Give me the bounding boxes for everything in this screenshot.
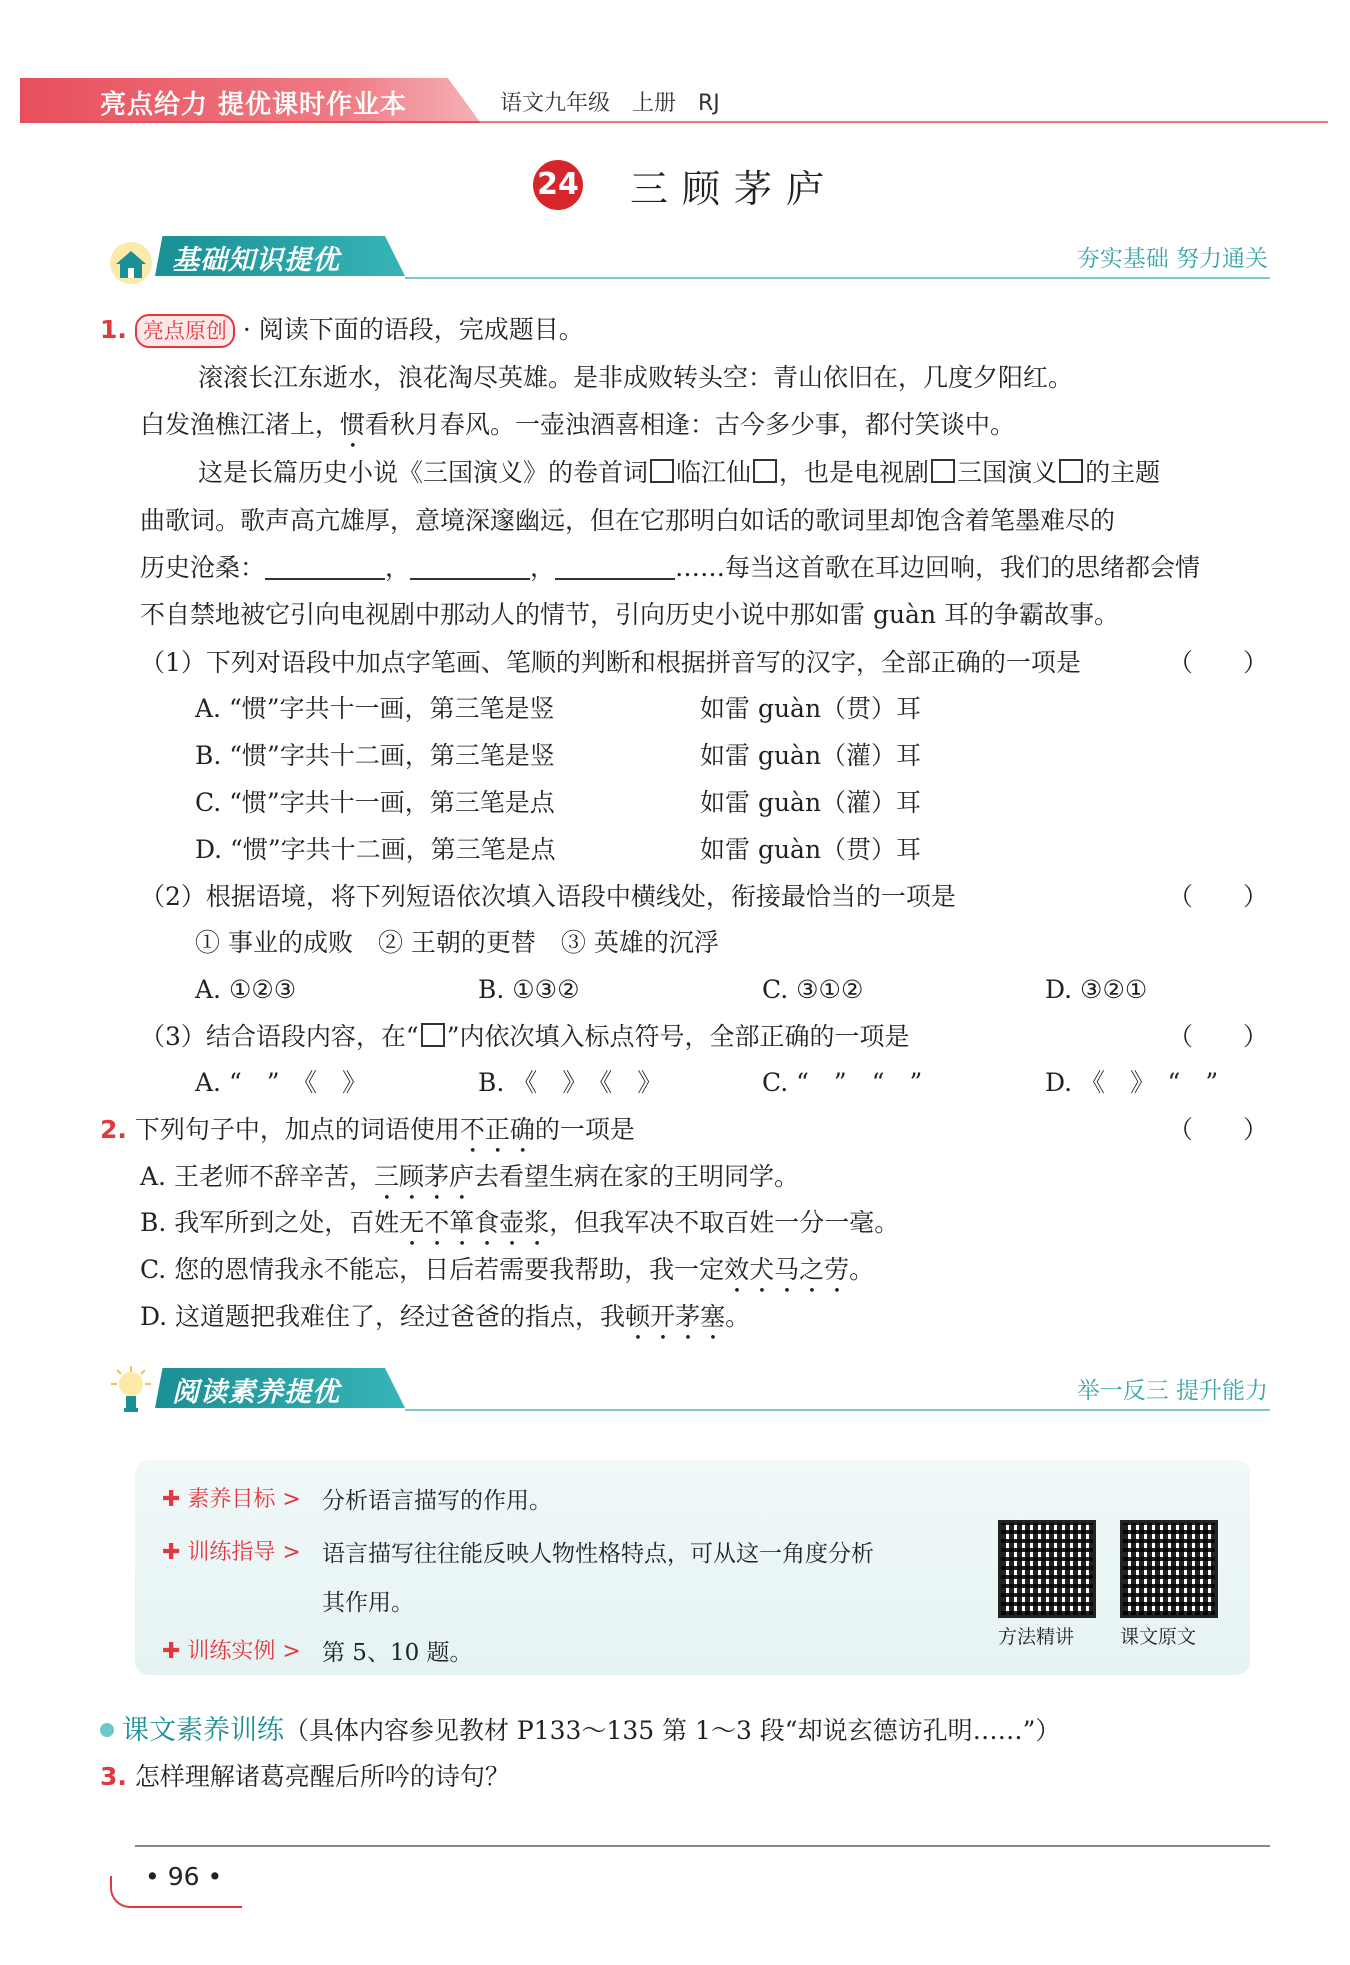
question-number: 1. <box>100 315 127 344</box>
fill-blank[interactable] <box>555 552 675 580</box>
section1-title: 基础知识提优 <box>172 245 340 276</box>
option-c-left[interactable]: C. “惯”字共十一画，第三笔是点 <box>195 788 555 817</box>
option-a-left[interactable]: A. “惯”字共十一画，第三笔是竖 <box>195 694 555 723</box>
passage-line-3: 历史沧桑： ， ， ……每当这首歌在耳边回响，我们的思绪都会情 <box>140 553 1201 582</box>
answer-bracket[interactable]: （ ） <box>1167 1022 1268 1051</box>
option-c-right: 如雷 guàn（灌）耳 <box>700 788 922 817</box>
answer-bracket[interactable]: （ ） <box>1167 648 1268 677</box>
example-label: ✚ 训练实例 > <box>162 1639 301 1664</box>
option-d[interactable]: D. ③②① <box>1045 975 1148 1004</box>
option-d-left[interactable]: D. “惯”字共十二画，第三笔是点 <box>195 835 556 864</box>
section1-slogan: 夯实基础 努力通关 <box>1076 246 1268 272</box>
option-b[interactable]: B. 我军所到之处，百姓无不箪食壶浆，但我军决不取百姓一分一毫。 <box>140 1208 900 1237</box>
fill-blank[interactable] <box>410 552 530 580</box>
section2-slogan: 举一反三 提升能力 <box>1076 1378 1268 1404</box>
sub-question-1: （1）下列对语段中加点字笔画、笔顺的判断和根据拼音写的汉字，全部正确的一项是 <box>140 648 1081 677</box>
qr1-caption: 方法精讲 <box>998 1626 1075 1648</box>
option-b-right: 如雷 guàn（灌）耳 <box>700 741 922 770</box>
original-tag: 亮点原创 <box>135 314 235 348</box>
option-a[interactable]: A. “ ” 《 》 <box>195 1068 368 1097</box>
footer-rule <box>135 1845 1270 1847</box>
brand-title: 亮点给力 提优课时作业本 <box>100 90 408 120</box>
qr-code-icon[interactable] <box>1120 1520 1218 1618</box>
lesson-title: 三顾茅庐 <box>630 167 839 211</box>
lightbulb-icon <box>108 1366 154 1412</box>
poem-line-1: 滚滚长江东逝水，浪花淘尽英雄。是非成败转头空：青山依旧在，几度夕阳红。 <box>198 363 1074 392</box>
passage-line-2: 曲歌词。歌声高亢雄厚，意境深邃幽远，但在它那明白如话的歌词里却饱含着笔墨难尽的 <box>140 506 1116 535</box>
answer-bracket[interactable]: （ ） <box>1167 882 1268 911</box>
dotted-char: 惯 <box>340 410 366 439</box>
phrase-list: ① 事业的成败 ② 王朝的更替 ③ 英雄的沉浮 <box>195 928 719 957</box>
poem-line-2: 白发渔樵江渚上，惯看秋月春风。一壶浊酒喜相逢：古今多少事，都付笑谈中。 <box>140 410 1016 439</box>
goal-label: ✚ 素养目标 > <box>162 1487 301 1512</box>
option-b[interactable]: B. 《 》 《 》 <box>478 1068 663 1097</box>
training-line <box>100 1708 1060 1754</box>
question-3: 3. 怎样理解诸葛亮醒后所吟的诗句？ <box>100 1762 510 1791</box>
example-text: 第 5、10 题。 <box>322 1640 473 1666</box>
question-intro: · 阅读下面的语段，完成题目。 <box>242 315 584 344</box>
punct-box <box>753 459 777 483</box>
sub-question-3: （3）结合语段内容，在“ ”内依次填入标点符号，全部正确的一项是 <box>140 1022 910 1051</box>
goal-text: 分析语言描写的作用。 <box>322 1488 552 1514</box>
option-d[interactable]: D. 这道题把我难住了，经过爸爸的指点，我顿开茅塞。 <box>140 1302 751 1331</box>
option-c[interactable]: C. “ ” “ ” <box>762 1068 923 1097</box>
book-subject: 语文九年级 上册 RJ <box>500 91 720 116</box>
question-number: 3. <box>100 1762 127 1791</box>
bullet-icon <box>100 1723 114 1737</box>
header-rule <box>480 121 1328 123</box>
guide-text-2: 其作用。 <box>322 1590 414 1616</box>
passage-line-4: 不自禁地被它引向电视剧中那动人的情节，引向历史小说中那如雷 guàn 耳的争霸故事。 <box>140 600 1120 629</box>
option-c[interactable]: C. 您的恩情我永不能忘，日后若需要我帮助，我一定效犬马之劳。 <box>140 1255 875 1284</box>
answer-bracket[interactable]: （ ） <box>1167 1115 1268 1144</box>
option-a[interactable]: A. 王老师不辞辛苦，三顾茅庐去看望生病在家的王明同学。 <box>140 1162 799 1191</box>
guide-text-1: 语言描写往往能反映人物性格特点，可从这一角度分析 <box>322 1541 874 1567</box>
option-d[interactable]: D. 《 》 “ ” <box>1045 1068 1219 1097</box>
question-2-stem: 2. 下列句子中，加点的词语使用不正确的一项是 <box>100 1115 635 1144</box>
question-1-header <box>100 307 584 353</box>
sub-question-2: （2）根据语境，将下列短语依次填入语段中横线处，衔接最恰当的一项是 <box>140 882 956 911</box>
passage-line-1: 这是长篇历史小说《三国演义》的卷首词 临江仙 ，也是电视剧 三国演义 的主题 <box>198 458 1161 487</box>
option-b-left[interactable]: B. “惯”字共十二画，第三笔是竖 <box>195 741 555 770</box>
punct-box <box>421 1023 445 1047</box>
punct-box <box>931 459 955 483</box>
option-a-right: 如雷 guàn（贯）耳 <box>700 694 922 723</box>
question-number: 2. <box>100 1115 127 1144</box>
section2-title: 阅读素养提优 <box>172 1377 340 1408</box>
training-note: （具体内容参见教材 P133～135 第 1～3 段“却说玄德访孔明……”） <box>283 1716 1061 1745</box>
section2-rule <box>405 1409 1270 1411</box>
lesson-number-badge: 24 <box>533 160 583 210</box>
option-b[interactable]: B. ①③② <box>478 975 580 1004</box>
section1-rule <box>405 277 1270 279</box>
qr-code-icon[interactable] <box>998 1520 1096 1618</box>
page-number: • 96 • <box>145 1862 223 1891</box>
punct-box <box>1059 459 1083 483</box>
house-icon <box>108 240 154 286</box>
training-label: 课文素养训练 <box>121 1715 284 1746</box>
qr2-caption: 课文原文 <box>1120 1626 1197 1648</box>
option-c[interactable]: C. ③①② <box>762 975 864 1004</box>
option-a[interactable]: A. ①②③ <box>195 975 297 1004</box>
fill-blank[interactable] <box>265 552 385 580</box>
option-d-right: 如雷 guàn（贯）耳 <box>700 835 922 864</box>
punct-box <box>650 459 674 483</box>
header-rule-left <box>20 121 480 123</box>
guide-label: ✚ 训练指导 > <box>162 1540 301 1565</box>
